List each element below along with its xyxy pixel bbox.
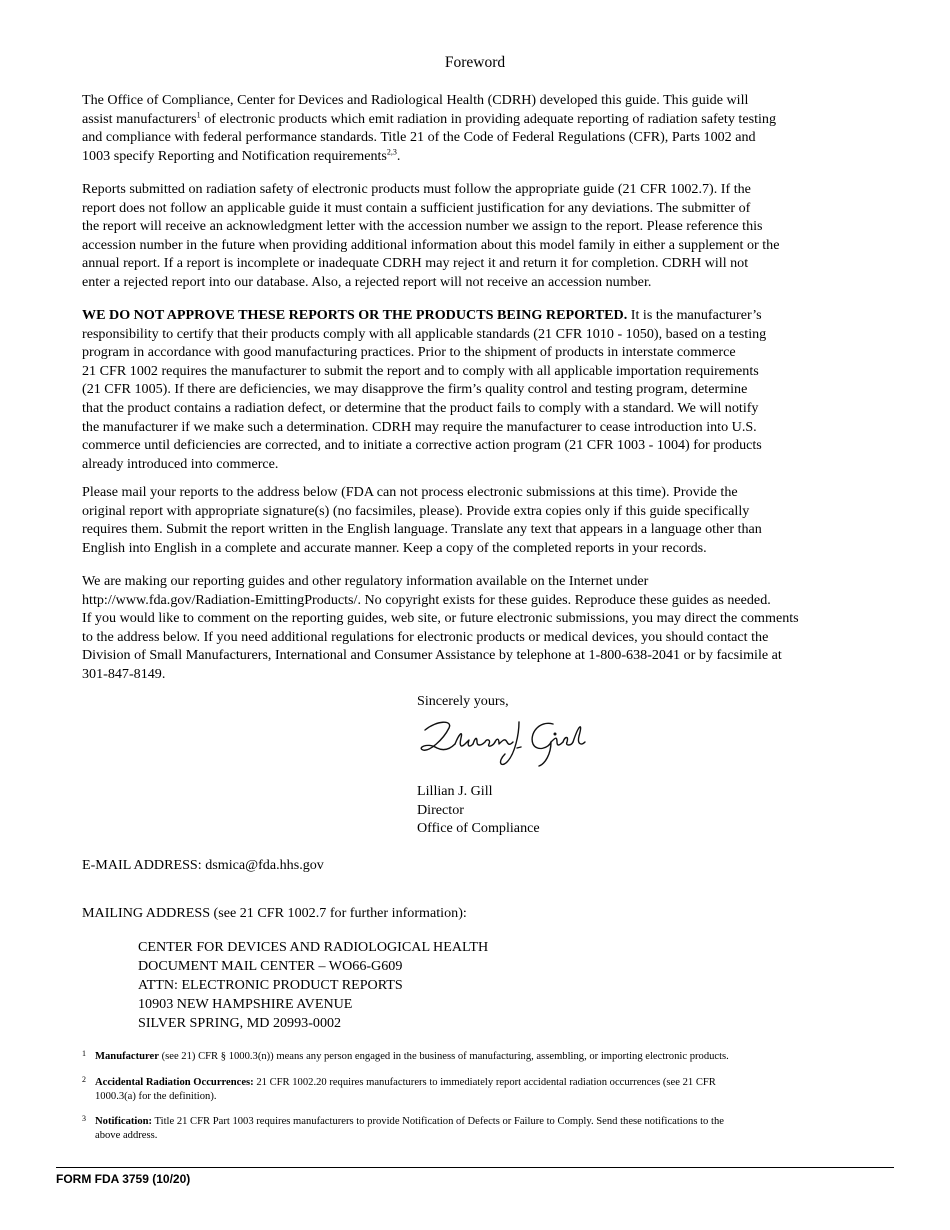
paragraph-approval: [82, 306, 872, 473]
address-line: CENTER FOR DEVICES AND RADIOLOGICAL HEALTH: [138, 939, 489, 955]
footnote-ref: 2,3: [386, 147, 397, 157]
paragraph-internet: [82, 572, 872, 684]
footnote: 2 Accidental Radiation Occurrences: 21 CFR 1002.20 requires manufacturers to immediately report accidental radiation occurrences (see 21 CFR 1000.3(a) for the definition).: [82, 1075, 716, 1102]
text-line: that the product contains a radiation defect, or determine that the product fails to comply with a standard. We will notify: [82, 399, 759, 416]
text-line: Division of Small Manufacturers, International and Consumer Assistance by telephone at 1-800-638-2041 or by facsimile at: [82, 647, 782, 664]
signer-name: Lillian J. Gill: [417, 783, 493, 799]
text-line: We are making our reporting guides and other regulatory information available on the Internet under: [82, 573, 649, 589]
footnote-ref: 1: [196, 109, 201, 119]
footnote-number: 2: [82, 1075, 86, 1084]
text-line: English into English in a complete and accurate manner. Keep a copy of the completed reports in your records.: [82, 539, 707, 556]
text-line: 1003 specify Reporting and Notification requirements$^{2,3}$.: [82, 147, 401, 164]
footer-rule: [56, 1167, 894, 1168]
text-line: report does not follow an applicable guide it must contain a sufficient justification for any deviations. The submitter of: [82, 199, 751, 216]
text-line: to the address below. If you need additional regulations for electronic products or medical devices, you should contact the: [82, 628, 769, 645]
email-address: E-MAIL ADDRESS: dsmica@fda.hhs.gov: [82, 857, 324, 873]
text-line: If you would like to comment on the reporting guides, web site, or future electronic submissions, you may direct the comments: [82, 610, 799, 627]
text-line: assist manufacturers$^1$ of electronic products which emit radiation in providing adequate reporting of radiation safety testing: [82, 109, 776, 127]
text-line: the manufacturer if we make such a determination. CDRH may require the manufacturer to cease introduction into U.S.: [82, 418, 757, 435]
paragraph-reports: [82, 180, 872, 292]
bold-statement: WE DO NOT APPROVE THESE REPORTS OR THE PRODUCTS BEING REPORTED.: [82, 307, 628, 323]
mailing-address: [138, 938, 488, 1033]
text-line: and compliance with federal performance standards. Title 21 of the Code of Federal Regulations (CFR), Parts 1002 and: [82, 129, 756, 146]
signer-role: Director: [417, 801, 464, 818]
text-line: commerce until deficiencies are corrected, and to initiate a corrective action program (21 CFR 1003 - 1004) for products: [82, 437, 762, 454]
signature-image: [415, 714, 595, 770]
text-line: The Office of Compliance, Center for Devices and Radiological Health (CDRH) developed this guide. This guide will: [82, 92, 749, 108]
text-line: enter a rejected report into our database. Also, a rejected report will not receive an accession number.: [82, 273, 652, 290]
mailing-address-label: MAILING ADDRESS (see 21 CFR 1002.7 for further information):: [82, 905, 467, 921]
footnote-number: 1: [82, 1049, 86, 1058]
text-line: WE DO NOT APPROVE THESE REPORTS OR THE PRODUCTS BEING REPORTED. It is the manufacturer’s: [82, 307, 762, 323]
closing: Sincerely yours,: [417, 693, 509, 709]
signer-office: Office of Compliance: [417, 820, 540, 837]
address-line: ATTN: ELECTRONIC PRODUCT REPORTS: [138, 977, 403, 993]
address-line: 10903 NEW HAMPSHIRE AVENUE: [138, 996, 353, 1012]
footnote-term: Manufacturer: [95, 1051, 159, 1062]
footnote: 3 Notification: Title 21 CFR Part 1003 requires manufacturers to provide Notification of Defects or Failure to Comply. Send these notifications to the above address.: [82, 1114, 724, 1141]
text-line: 21 CFR 1002 requires the manufacturer to submit the report and to comply with all applicable importation requirements: [82, 362, 759, 379]
text-line: annual report. If a report is incomplete or inadequate CDRH may reject it and return it for completion. CDRH will not: [82, 255, 749, 272]
text-line: program in accordance with good manufacturing practices. Prior to the shipment of products in interstate commerce: [82, 344, 736, 361]
paragraph-mailing: [82, 483, 872, 557]
address-line: DOCUMENT MAIL CENTER – WO66-G609: [138, 958, 403, 974]
text-line: the report will receive an acknowledgment letter with the accession number we assign to the report. Please reference this: [82, 218, 763, 235]
signer-block: [417, 782, 540, 838]
footnote-number: 3: [82, 1114, 86, 1123]
text-line: Reports submitted on radiation safety of electronic products must follow the appropriate guide (21 CFR 1002.7). If the: [82, 181, 751, 197]
footnote-term: Notification:: [95, 1116, 153, 1127]
text-line: accession number in the future when providing additional information about this model family in either a supplement or the: [82, 236, 780, 253]
form-identifier: FORM FDA 3759 (10/20): [56, 1172, 191, 1186]
paragraph-intro: [82, 91, 872, 165]
text-line: 301-847-8149.: [82, 665, 166, 682]
footnote-term: Accidental Radiation Occurrences:: [95, 1077, 254, 1088]
text-line: responsibility to certify that their products comply with all applicable standards (21 CFR 1010 - 1050), based on a testing: [82, 325, 767, 342]
page-title: Foreword: [444, 54, 506, 71]
text-line: already introduced into commerce.: [82, 455, 279, 472]
text-line: original report with appropriate signature(s) (no facsimiles, please). Provide extra copies only if this guide specifically: [82, 502, 750, 519]
footnote: 1 Manufacturer (see 21) CFR § 1000.3(n)) means any person engaged in the business of manufacturing, assembling, or importing electronic products.: [82, 1049, 729, 1062]
text-line: requires them. Submit the report written in the English language. Translate any text that appears in a language other than: [82, 521, 762, 538]
address-line: SILVER SPRING, MD 20993-0002: [138, 1015, 342, 1031]
text-line: Please mail your reports to the address below (FDA can not process electronic submissions at this time). Provide the: [82, 484, 738, 500]
text-line: (21 CFR 1005). If there are deficiencies, we may disapprove the firm’s quality control and testing program, determine: [82, 381, 748, 398]
text-line: http://www.fda.gov/Radiation-EmittingProducts/. No copyright exists for these guides. Reproduce these guides as needed.: [82, 591, 771, 608]
